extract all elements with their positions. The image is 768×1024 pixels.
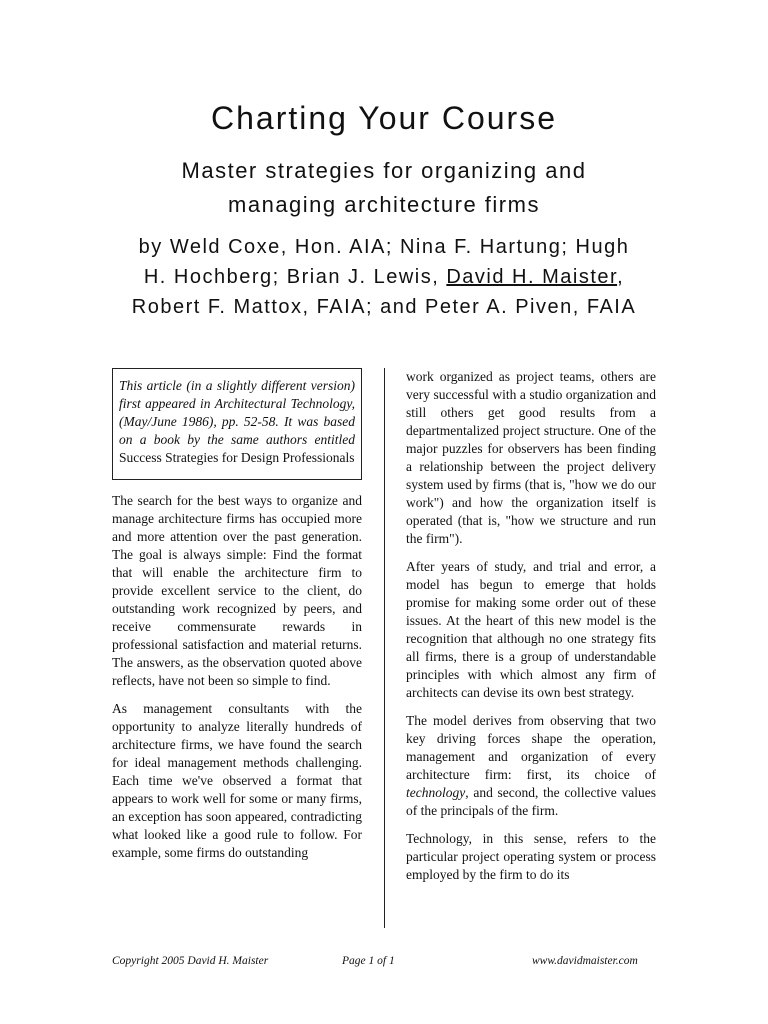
right-column <box>406 368 656 894</box>
byline-line-1: by Weld Coxe, Hon. AIA; Nina F. Hartung; Hugh <box>138 236 630 258</box>
body-paragraph: work organized as project teams, others are very successful with a studio organization and still others get good results from a departmentalized project structure. One of the major puzzles for observers has been finding a relationship between the project delivery system used by firms (that is, "how we do our work") and how the organization itself is operated (that is, "how we structure and run the firm"). <box>406 369 656 546</box>
emphasis-technology: technology <box>406 785 466 800</box>
paragraph-text: The model derives from observing that two key driving forces shape the operation, management and organization of every architecture firm: first, its choice of <box>406 713 656 782</box>
body-paragraph: The search for the best ways to organize and manage architecture firms has occupied more and more attention over the past generation. The goal is always simple: Find the format that will enable the architecture firm to provide excellent service to the client, do outstanding work recognized by peers, and receive commensurate rewards in professional satisfaction and material returns. The answers, as the observation quoted above reflects, have not been so simple to find. <box>112 493 362 688</box>
article-subtitle <box>0 154 768 222</box>
article-title: Charting Your Course <box>211 100 557 136</box>
byline-line-3: Robert F. Mattox, FAIA; and Peter A. Piven, FAIA <box>131 296 637 318</box>
footer-page-number: Page 1 of 1 <box>342 955 395 967</box>
left-column <box>112 368 362 872</box>
author-link-david-maister[interactable]: David H. Maister <box>446 266 618 288</box>
paragraph-text: , and second, the collective values of the principals of the firm. <box>406 785 656 818</box>
publication-note-book-title: Success Strategies for Design Professionals <box>119 450 355 465</box>
body-paragraph <box>406 712 656 820</box>
publication-note-italic: This article (in a slightly different version) first appeared in Architectural Technology, (May/June 1986), pp. 52-58. It was based on a book by the same authors entitled <box>119 378 355 447</box>
body-paragraph: Technology, in this sense, refers to the particular project operating system or process employed by the firm to do its <box>406 831 656 882</box>
subtitle-line-2: managing architecture firms <box>228 192 540 217</box>
body-paragraph: After years of study, and trial and error, a model has begun to emerge that holds promise for making some order out of these issues. At the heart of this new model is the recognition that although no one strategy fits all firms, there is a group of understandable principles with which almost any firm of architects can devise its own best strategy. <box>406 559 656 700</box>
body-paragraph: As management consultants with the opportunity to analyze literally hundreds of architecture firms, we have found the search for ideal management methods challenging. Each time we've observed a format that appears to work well for some or many firms, an exception has soon appeared, contradicting what looked like a good rule to follow. For example, some firms do outstanding <box>112 701 362 860</box>
publication-note-box <box>112 368 362 480</box>
footer-website-link[interactable]: www.davidmaister.com <box>532 955 638 967</box>
subtitle-line-1: Master strategies for organizing and <box>181 158 587 183</box>
column-divider <box>384 368 385 928</box>
footer-copyright: Copyright 2005 David H. Maister <box>112 955 269 967</box>
byline-line-2 <box>0 262 768 292</box>
author-byline <box>0 232 768 322</box>
byline-line-2-suffix: , <box>617 266 625 288</box>
byline-line-2-prefix: H. Hochberg; Brian J. Lewis, <box>143 266 447 288</box>
